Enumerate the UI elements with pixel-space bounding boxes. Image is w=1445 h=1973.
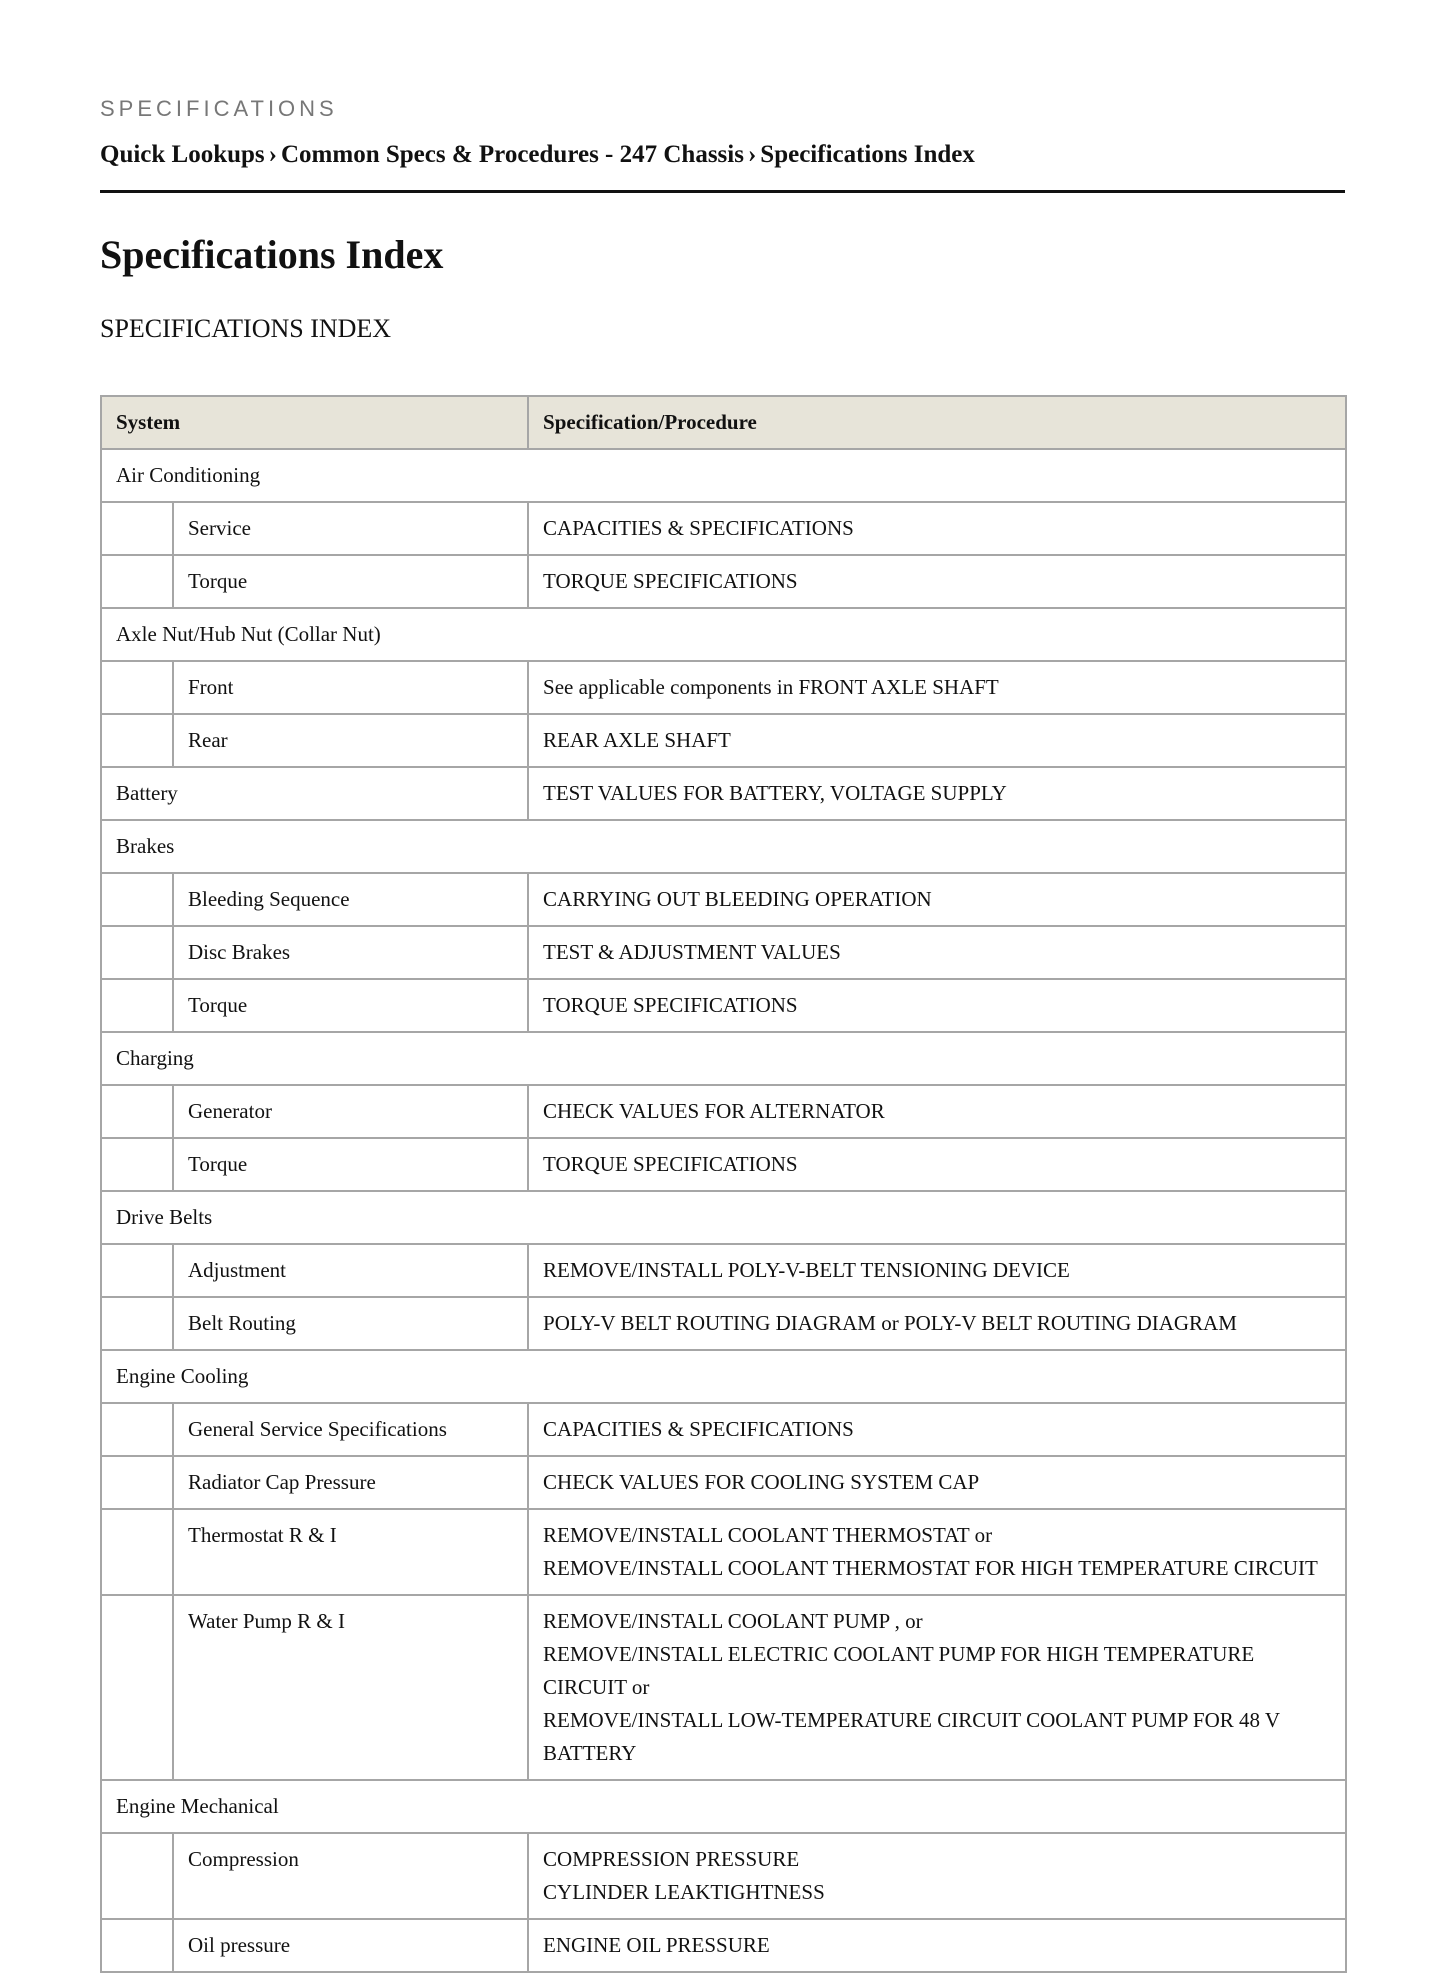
indent-cell: [101, 1244, 173, 1297]
subsystem-cell: General Service Specifications: [173, 1403, 528, 1456]
specification-cell: [528, 873, 1346, 926]
specification-link[interactable]: TORQUE SPECIFICATIONS: [543, 1152, 798, 1176]
indent-cell: [101, 1833, 173, 1919]
indent-cell: [101, 1919, 173, 1972]
specification-cell: [528, 1138, 1346, 1191]
breadcrumb-separator: ›: [268, 141, 277, 168]
table-row: [101, 926, 1346, 979]
specification-link[interactable]: See applicable components in FRONT AXLE SHAFT: [543, 675, 999, 699]
table-row: [101, 1919, 1346, 1972]
system-group-cell: Charging: [101, 1032, 1346, 1085]
table-row: [101, 1403, 1346, 1456]
indent-cell: [101, 1297, 173, 1350]
specification-link[interactable]: ENGINE OIL PRESSURE: [543, 1933, 770, 1957]
table-header-row: [101, 396, 1346, 449]
subsystem-cell: Belt Routing: [173, 1297, 528, 1350]
specification-cell: [528, 979, 1346, 1032]
indent-cell: [101, 873, 173, 926]
table-row: [101, 502, 1346, 555]
specification-link[interactable]: REMOVE/INSTALL COOLANT PUMP , or: [543, 1609, 923, 1633]
specification-link[interactable]: POLY-V BELT ROUTING DIAGRAM or POLY-V BELT ROUTING DIAGRAM: [543, 1311, 1237, 1335]
system-group-cell: Engine Cooling: [101, 1350, 1346, 1403]
table-row: [101, 1085, 1346, 1138]
specification-link[interactable]: COMPRESSION PRESSURE: [543, 1847, 800, 1871]
indent-cell: [101, 714, 173, 767]
specification-link[interactable]: TEST VALUES FOR BATTERY, VOLTAGE SUPPLY: [543, 781, 1007, 805]
specification-link[interactable]: REMOVE/INSTALL COOLANT THERMOSTAT or: [543, 1523, 993, 1547]
subsystem-cell: Compression: [173, 1833, 528, 1919]
subsystem-cell: Disc Brakes: [173, 926, 528, 979]
table-row: [101, 1032, 1346, 1085]
table-row: [101, 714, 1346, 767]
subsystem-cell: Rear: [173, 714, 528, 767]
subsystem-cell: Torque: [173, 1138, 528, 1191]
table-row: [101, 767, 1346, 820]
table-row: [101, 1297, 1346, 1350]
specification-cell: [528, 1244, 1346, 1297]
table-row: [101, 1833, 1346, 1919]
breadcrumb-separator: ›: [747, 141, 757, 168]
specification-link[interactable]: REMOVE/INSTALL COOLANT THERMOSTAT FOR HIGH TEMPERATURE CIRCUIT: [543, 1556, 1318, 1580]
table-row: [101, 1595, 1346, 1780]
table-row: [101, 1138, 1346, 1191]
specification-cell: [528, 1509, 1346, 1595]
subsystem-cell: Thermostat R & I: [173, 1509, 528, 1595]
specification-link[interactable]: REMOVE/INSTALL ELECTRIC COOLANT PUMP FOR HIGH TEMPERATURE CIRCUIT or: [543, 1642, 1255, 1699]
specification-link[interactable]: CARRYING OUT BLEEDING OPERATION: [543, 887, 932, 911]
specification-link[interactable]: CAPACITIES & SPECIFICATIONS: [543, 516, 854, 540]
indent-cell: [101, 1595, 173, 1780]
table-row: [101, 1780, 1346, 1833]
table-row: [101, 1191, 1346, 1244]
subsystem-cell: Service: [173, 502, 528, 555]
breadcrumb: [100, 138, 1345, 193]
subsystem-cell: Torque: [173, 979, 528, 1032]
indent-cell: [101, 661, 173, 714]
table-row: [101, 449, 1346, 502]
subsystem-cell: Bleeding Sequence: [173, 873, 528, 926]
specification-cell: [528, 714, 1346, 767]
specification-link[interactable]: TORQUE SPECIFICATIONS: [543, 569, 798, 593]
indent-cell: [101, 1138, 173, 1191]
table-row: [101, 661, 1346, 714]
specification-link[interactable]: REAR AXLE SHAFT: [543, 728, 731, 752]
table-row: [101, 820, 1346, 873]
table-row: [101, 1456, 1346, 1509]
system-cell: Battery: [101, 767, 528, 820]
subsystem-cell: Water Pump R & I: [173, 1595, 528, 1780]
specification-cell: [528, 1297, 1346, 1350]
specification-link[interactable]: CYLINDER LEAKTIGHTNESS: [543, 1880, 825, 1904]
specification-cell: [528, 1456, 1346, 1509]
subsystem-cell: Torque: [173, 555, 528, 608]
subsystem-cell: Oil pressure: [173, 1919, 528, 1972]
specification-link[interactable]: REMOVE/INSTALL LOW-TEMPERATURE CIRCUIT COOLANT PUMP FOR 48 V BATTERY: [543, 1708, 1280, 1765]
subsystem-cell: Generator: [173, 1085, 528, 1138]
system-group-cell: Air Conditioning: [101, 449, 1346, 502]
table-row: [101, 1244, 1346, 1297]
table-row: [101, 1350, 1346, 1403]
specification-cell: [528, 661, 1346, 714]
indent-cell: [101, 502, 173, 555]
specifications-table: [100, 395, 1347, 1973]
table-row: [101, 1509, 1346, 1595]
specification-cell: [528, 555, 1346, 608]
specification-link[interactable]: CHECK VALUES FOR ALTERNATOR: [543, 1099, 885, 1123]
specification-cell: [528, 1595, 1346, 1780]
indent-cell: [101, 979, 173, 1032]
breadcrumb-item-current: Specifications Index: [760, 141, 975, 168]
indent-cell: [101, 1403, 173, 1456]
specification-link[interactable]: REMOVE/INSTALL POLY-V-BELT TENSIONING DEVICE: [543, 1258, 1070, 1282]
specification-cell: [528, 767, 1346, 820]
system-group-cell: Brakes: [101, 820, 1346, 873]
specification-link[interactable]: CHECK VALUES FOR COOLING SYSTEM CAP: [543, 1470, 980, 1494]
system-group-cell: Engine Mechanical: [101, 1780, 1346, 1833]
specification-cell: [528, 1919, 1346, 1972]
specification-cell: [528, 1085, 1346, 1138]
table-row: [101, 873, 1346, 926]
system-group-cell: Drive Belts: [101, 1191, 1346, 1244]
specification-cell: [528, 926, 1346, 979]
page-subtitle: SPECIFICATIONS INDEX: [100, 314, 392, 343]
indent-cell: [101, 1085, 173, 1138]
breadcrumb-item-quick-lookups[interactable]: Quick Lookups: [100, 141, 265, 168]
table-row: [101, 608, 1346, 661]
specification-cell: [528, 1833, 1346, 1919]
subsystem-cell: Radiator Cap Pressure: [173, 1456, 528, 1509]
table-row: [101, 979, 1346, 1032]
indent-cell: [101, 1456, 173, 1509]
specification-link[interactable]: TORQUE SPECIFICATIONS: [543, 993, 798, 1017]
column-header-specification: Specification/Procedure: [528, 396, 1346, 449]
specification-link[interactable]: CAPACITIES & SPECIFICATIONS: [543, 1417, 854, 1441]
system-group-cell: Axle Nut/Hub Nut (Collar Nut): [101, 608, 1346, 661]
breadcrumb-item-common-specs[interactable]: Common Specs & Procedures - 247 Chassis: [281, 141, 744, 168]
table-row: [101, 555, 1346, 608]
subsystem-cell: Front: [173, 661, 528, 714]
specification-cell: [528, 502, 1346, 555]
indent-cell: [101, 555, 173, 608]
page-title: Specifications Index: [100, 232, 444, 277]
table-body: [101, 449, 1346, 1972]
subsystem-cell: Adjustment: [173, 1244, 528, 1297]
indent-cell: [101, 926, 173, 979]
indent-cell: [101, 1509, 173, 1595]
section-kicker: SPECIFICATIONS: [100, 96, 338, 121]
specification-cell: [528, 1403, 1346, 1456]
column-header-system: System: [101, 396, 528, 449]
specification-link[interactable]: TEST & ADJUSTMENT VALUES: [543, 940, 841, 964]
